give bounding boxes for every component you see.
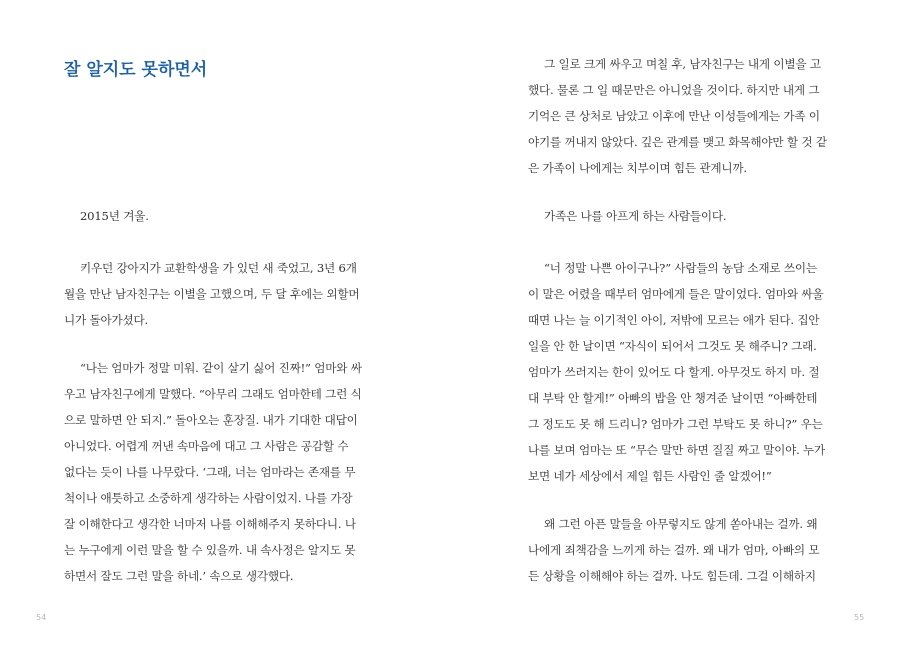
text-line: 잘 이해한다고 생각한 너마저 나를 이해해주지 못하다니. 나 [64, 517, 356, 531]
text-line: 2015년 겨울. [80, 209, 149, 223]
text-line: 는 누구에게 이런 말을 할 수 있을까. 내 속사정은 알지도 못 [64, 543, 356, 557]
text-line: “나는 엄마가 정말 미워. 같이 살기 싫어 진짜!” 엄마와 싸 [80, 361, 362, 375]
text-line: 척이나 애틋하고 소중하게 생각하는 사람이었지. 나를 가장 [64, 491, 353, 505]
text-line: 없다는 듯이 나를 나무랐다. ‘그래, 너는 엄마라는 존재를 무 [64, 465, 356, 479]
text-line: 나를 보며 엄마는 또 “무슨 말만 하면 질질 짜고 말이야. 누가 [528, 443, 826, 457]
text-line: 가족은 나를 아프게 하는 사람들이다. [544, 209, 727, 223]
text-line: 이 말은 어렸을 때부터 엄마에게 들은 말이었다. 엄마와 싸울 [528, 287, 824, 301]
text-line: 야기를 꺼내지 않았다. 깊은 관계를 맺고 화목해야만 할 것 같 [528, 135, 827, 149]
paragraph-2 [528, 203, 838, 229]
text-line: 엄마가 쓰러지는 한이 있어도 다 할게. 아무것도 하지 마. 절 [528, 365, 820, 379]
text-line: 기억은 큰 상처로 남았고 이후에 만난 이성들에게는 가족 이 [528, 109, 820, 123]
text-line: 우고 남자친구에게 말했다. “아무리 그래도 엄마한테 그런 식 [64, 387, 362, 401]
text-line: 하면서 잘도 그런 말을 하네.’ 속으로 생각했다. [64, 569, 294, 583]
page-number: 54 [36, 613, 47, 622]
paragraph-2 [64, 355, 376, 589]
text-line: 으로 말하면 안 되지.” 돌아오는 훈장질. 내가 기대한 대답이 [64, 413, 358, 427]
text-line: 아니었다. 어렵게 꺼낸 속마음에 대고 그 사람은 공감할 수 [64, 439, 349, 453]
chapter-title: 잘 알지도 못하면서 [64, 60, 208, 80]
text-line: 했다. 물론 그 일 때문만은 아니었을 것이다. 하지만 내게 그 [528, 83, 820, 97]
text-line: 왜 그런 아픈 말들을 아무렇지도 않게 쏟아내는 걸까. 왜 [544, 517, 818, 531]
text-line: “너 정말 나쁜 아이구나?” 사람들의 농담 소재로 쓰이는 [544, 261, 817, 275]
page-number: 55 [854, 613, 865, 622]
text-line: 일을 안 한 날이면 “자식이 되어서 그것도 못 해주니? 그래. [528, 339, 817, 353]
text-line: 대 부탁 안 할게!” 아빠의 밥을 안 챙겨준 날이면 “아빠한테 [528, 391, 818, 405]
text-line: 은 가족이 나에게는 치부이며 힘든 관계니까. [528, 161, 747, 175]
text-line: 키우던 강아지가 교환학생을 가 있던 새 죽었고, 3년 6개 [80, 261, 357, 275]
text-line: 그 정도도 못 해 드리니? 엄마가 그런 부탁도 못 하니?” 우는 [528, 417, 823, 431]
text-line: 그 일로 크게 싸우고 며칠 후, 남자친구는 내게 이별을 고 [544, 57, 821, 71]
text-line: 니가 돌아가셨다. [64, 313, 148, 327]
text-line: 때면 나는 늘 이기적인 아이, 저밖에 모르는 애가 된다. 집안 [528, 313, 820, 327]
right-page [450, 0, 900, 667]
paragraph-1 [528, 51, 838, 181]
year-paragraph [64, 203, 376, 229]
text-line: 월을 만난 남자친구는 이별을 고했으며, 두 달 후에는 외할머 [64, 287, 360, 301]
paragraph-1 [64, 255, 376, 333]
text-line: 든 상황을 이해해야 하는 걸까. 나도 힘든데. 그걸 이해하지 [528, 569, 816, 583]
paragraph-3 [528, 255, 838, 489]
text-line: 보면 네가 세상에서 제일 힘든 사람인 줄 알겠어!” [528, 469, 772, 483]
text-line: 나에게 죄책감을 느끼게 하는 걸까. 왜 내가 엄마, 아빠의 모 [528, 543, 820, 557]
paragraph-4 [528, 511, 838, 589]
